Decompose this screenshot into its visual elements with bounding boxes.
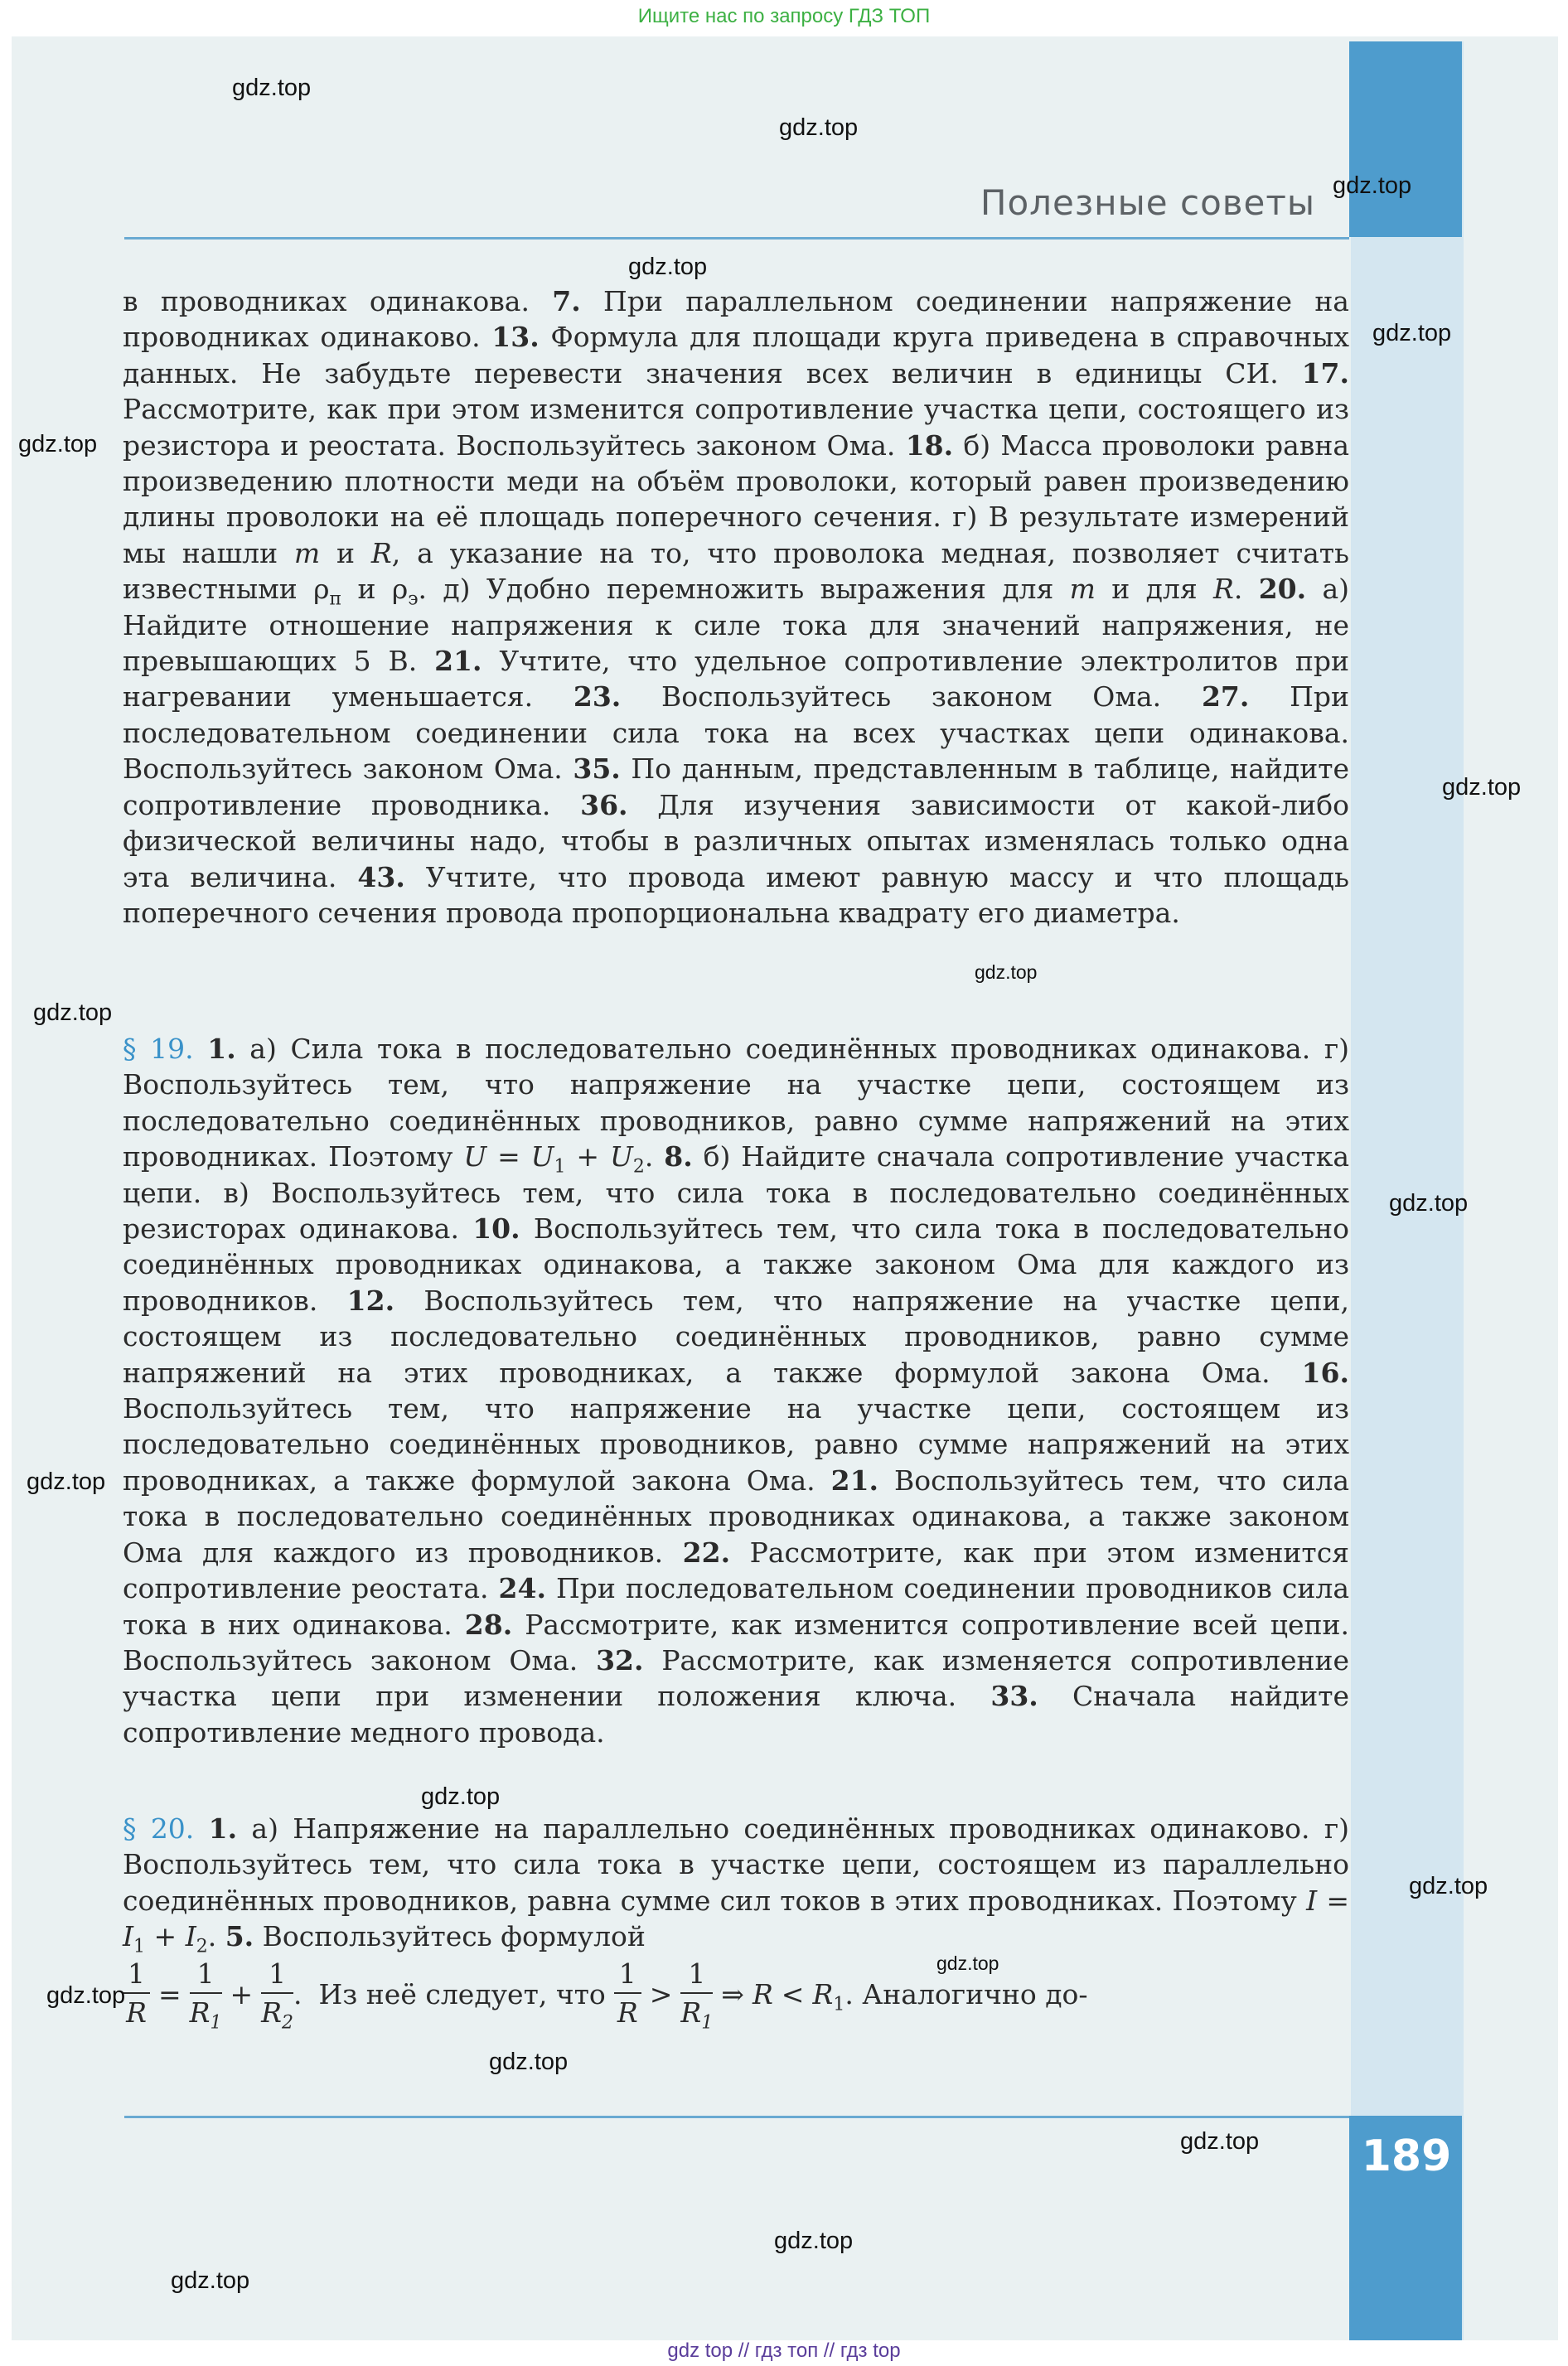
top-banner[interactable]: Ищите нас по запросу ГДЗ ТОП xyxy=(637,5,931,27)
fraction-1-over-r2: $\frac{1}{R_2}$ xyxy=(261,1957,294,2034)
watermark: gdz.top xyxy=(489,2049,569,2075)
watermark: gdz.top xyxy=(779,114,859,141)
fraction-1-over-r-b: $\frac{1}{R}$ xyxy=(614,1956,641,2032)
header-rule xyxy=(124,237,1349,240)
text-block-continuation: в проводниках одинакова. 7. При параллельном соединении напряжение на проводниках одинаково. 13. Формула для площади круга приведена в справочных данных. Не забудьте перевести значения всех величин в единицы СИ. 17. Рассмотрите, как при этом изменится сопротивление участка цепи, состоящего из резистора и реостата. Воспользуйтесь законом Ома. 18. б) Масса проволоки равна произведению плотности меди на объём проволоки, который равен произведению длины проволоки на её площадь поперечного сечения. г) В результате измерений мы нашли m и R, а указание на то, что проволока медная, позволяет считать известными $\rho_п$ и $\rho_э$. д) Удобно перемножить выражения для m и для R. 20. а) Найдите отношение напряжения к силе тока для значений напряжения, не превышающих 5 В. 21. Учтите, что удельное сопротивление электролитов при нагревании уменьшается. 23. Воспользуйтесь законом Ома. 27. При последовательном соединении сила тока на всех участках цепи одинакова. Воспользуйтесь законом Ома. 35. По данным, представленным в таблице, найдите сопротивление проводника. 36. Для изучения зависимости от какой-либо физической величины надо, чтобы в различных опытах изменялась только одна эта величина. 43. Учтите, что провода имеют равную массу и что площадь поперечного сечения провода пропорциональна квадрату его диаметра. xyxy=(123,285,1350,929)
section-20-label: § 20. xyxy=(123,1812,195,1845)
fraction-1-over-r1: $\frac{1}{R_1}$ xyxy=(189,1957,222,2034)
section-19-label: § 19. xyxy=(123,1033,194,1065)
watermark: gdz.top xyxy=(171,2267,250,2294)
page-number: 189 xyxy=(1361,2131,1452,2181)
parallel-resistance-formula: $\frac{1}{R}$ = $\frac{1}{R_1}$ + $\frac{1}{R_2}$ . Из неё следует, что $\frac{1}{R}$ > $\frac{1}{R_1}$ ⇒ $R < R_1$. Аналогично до- xyxy=(123,1956,1349,2049)
section-19-block: § 19. 1. а) Сила тока в последовательно соединённых проводниках одинакова. г) Воспользуйтесь тем, что напряжение на участке цепи, состоящем из последовательно соединённых проводников, равно сумме напряжений на этих проводниках. Поэтому $U = U_1 + U_2$. 8. б) Найдите сначала сопротивление участка цепи. в) Воспользуйтесь тем, что сила тока в последовательно соединённых резисторах одинакова. 10. Воспользуйтесь тем, что сила тока в последовательно соединённых проводниках одинакова, а также законом Ома для каждого из проводников. 12. Воспользуйтесь тем, что напряжение на участке цепи, состоящем из последовательно соединённых проводников, равно сумме напряжений на этих проводниках, а также формулой закона Ома. 16. Воспользуйтесь тем, что напряжение на участке цепи, состоящем из последовательно соединённых проводников, равно сумме напряжений на этих проводниках, а также формулой закона Ома. 21. Воспользуйтесь тем, что сила тока в последовательно соединённых проводниках одинакова, а также законом Ома для каждого из проводников. 22. Рассмотрите, как при этом изменится сопротивление реостата. 24. При последовательном соединении проводников сила тока в них одинакова. 28. Рассмотрите, как изменится сопротивление всей цепи. Воспользуйтесь законом Ома. 32. Рассмотрите, как изменяется сопротивление участка цепи при изменении положения ключа. 33. Сначала найдите сопротивление медного провода. xyxy=(123,1033,1350,1749)
watermark: gdz.top xyxy=(421,1783,501,1810)
section-20-block: § 20. 1. а) Напряжение на параллельно соединённых проводниках одинаково. г) Воспользуйтесь тем, что сила тока в участке цепи, состоящем из параллельно соединённых проводников, равна сумме сил токов в этих проводниках. Поэтому $I = I_1 + I_2$. 5. Воспользуйтесь формулой xyxy=(123,1812,1349,1957)
fraction-1-over-r1-b: $\frac{1}{R_1}$ xyxy=(680,1957,714,2034)
page-title: Полезные советы xyxy=(980,182,1315,223)
bottom-banner[interactable]: gdz top // гдз топ // гдз top xyxy=(667,2339,901,2362)
fraction-1-over-r: $\frac{1}{R}$ xyxy=(123,1956,150,2032)
watermark: gdz.top xyxy=(975,961,1038,983)
watermark: gdz.top xyxy=(46,1982,126,2009)
footer-rule xyxy=(124,2116,1349,2118)
watermark: gdz.top xyxy=(1180,2128,1260,2155)
watermark: gdz.top xyxy=(18,431,98,457)
watermark: gdz.top xyxy=(774,2228,854,2254)
watermark: gdz.top xyxy=(27,1468,106,1495)
watermark: gdz.top xyxy=(1372,320,1452,346)
watermark: gdz.top xyxy=(1442,774,1522,801)
watermark: gdz.top xyxy=(33,999,113,1026)
watermark: gdz.top xyxy=(1389,1190,1469,1217)
watermark: gdz.top xyxy=(232,75,312,101)
header-tab xyxy=(1349,41,1462,237)
watermark: gdz.top xyxy=(1333,172,1412,199)
watermark: gdz.top xyxy=(628,254,708,280)
watermark: gdz.top xyxy=(936,1952,999,1974)
watermark: gdz.top xyxy=(1409,1873,1488,1899)
